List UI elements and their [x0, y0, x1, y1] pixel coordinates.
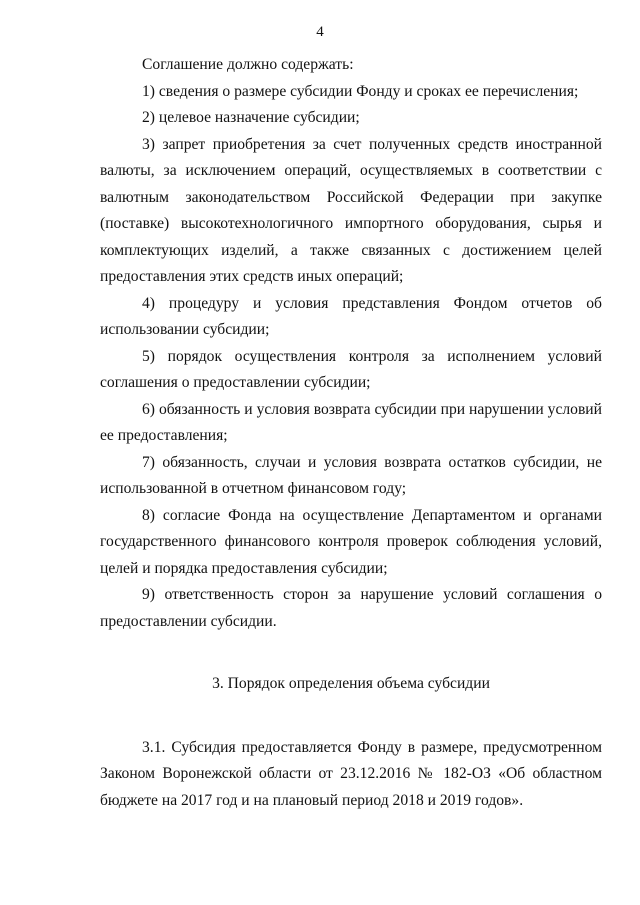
list-item-9: 9) ответственность сторон за нарушение условий соглашения о предоставлении субсидии.	[100, 586, 602, 630]
section-paragraph: 3.1. Субсидия предоставляется Фонду в размере, предусмотренном Законом Воронежской области от 23.12.2016 № 182-ОЗ «Об областном бюджете на 2017 год и на плановый период 2018 и 2019 годов».	[100, 738, 602, 809]
list-item-7: 7) обязанность, случаи и условия возврата остатков субсидии, не использованной в отчетном финансовом году;	[100, 453, 602, 497]
list-item-8: 8) согласие Фонда на осуществление Департаментом и органами государственного финансового контроля проверок соблюдения условий, целей и порядка предоставления субсидии;	[100, 506, 602, 577]
list-item-3: 3) запрет приобретения за счет полученных средств иностранной валюты, за исключением операций, осуществляемых в соответствии с валютным законодательством Российской Федерации при закупке (поставке) высокотехнологичного импортного оборудования, сырья и комплектующих изделий, а также связанных с достижением целей предоставления этих средств иных операций;	[100, 135, 602, 285]
list-item-1: 1) сведения о размере субсидии Фонду и сроках ее перечисления;	[142, 82, 579, 100]
list-item-5: 5) порядок осуществления контроля за исполнением условий соглашения о предоставлении субсидии;	[100, 347, 602, 391]
document-body	[100, 52, 602, 814]
page-number: 4	[316, 24, 324, 40]
section-heading: 3. Порядок определения объема субсидии	[212, 675, 490, 692]
list-item-6: 6) обязанность и условия возврата субсидии при нарушении условий ее предоставления;	[100, 400, 602, 444]
paragraph-intro: Соглашение должно содержать:	[142, 56, 354, 73]
list-item-4: 4) процедуру и условия представления Фондом отчетов об использовании субсидии;	[100, 294, 602, 338]
list-item-2: 2) целевое назначение субсидии;	[142, 109, 360, 126]
